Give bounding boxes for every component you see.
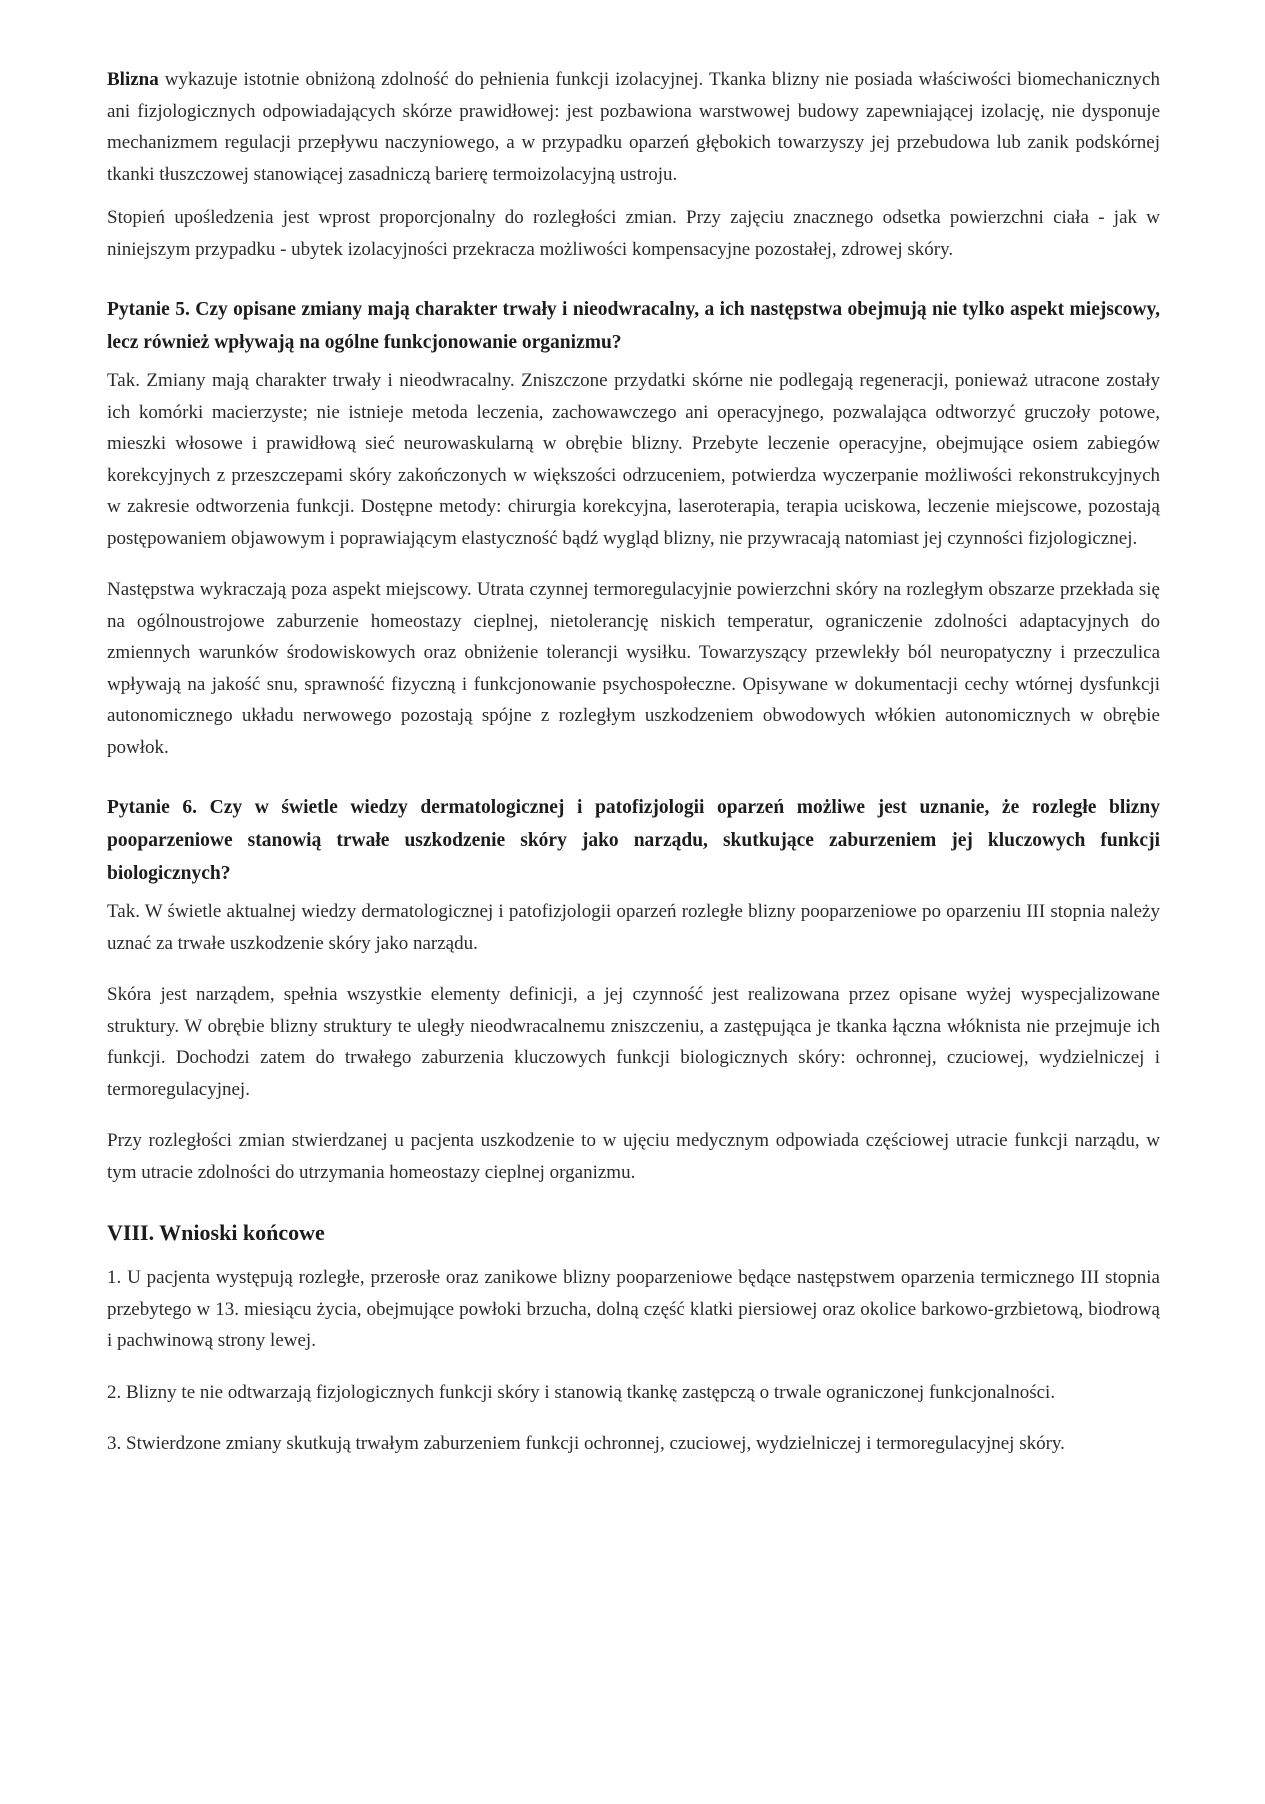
- conclusion-item-2: 2. Blizny te nie odtwarzają fizjologicznych funkcji skóry i stanowią tkankę zastępczą o trwale ograniczonej funkcjonalności.: [107, 1381, 1056, 1403]
- answer-6-paragraph-2: Skóra jest narządem, spełnia wszystkie elementy definicji, a jej czynność jest realizowana przez opisane wyżej wyspecjalizowane struktury. W obrębie blizny struktury te uległy nieodwracalnemu zniszczeniu, a zastępująca je tkanka łączna włóknista nie przejmuje ich funkcji. Dochodzi zatem do trwałego zaburzenia kluczowych funkcji biologicznych skóry: ochronnej, czuciowej, wydzielniczej i termoregulacyjnej.: [107, 984, 1160, 1100]
- answer-5-paragraph-2: Następstwa wykraczają poza aspekt miejscowy. Utrata czynnej termoregulacyjnie powierzchni skóry na rozległym obszarze przekłada się na ogólnoustrojowe zaburzenie homeostazy cieplnej, nietolerancję niskich temperatur, ograniczenie zdolności adaptacyjnych do zmiennych warunków środowiskowych oraz obniżenie tolerancji wysiłku. Towarzyszący przewlekły ból neuropatyczny i przeczulica wpływają na jakość snu, sprawność fizyczną i funkcjonowanie psychospołeczne. Opisywane w dokumentacji cechy wtórnej dysfunkcji autonomicznego układu nerwowego pozostają spójne z rozległym uszkodzeniem obwodowych włókien autonomicznych w obrębie powłok.: [107, 579, 1160, 758]
- answer-5-paragraph-1: Tak. Zmiany mają charakter trwały i nieodwracalny. Zniszczone przydatki skórne nie podlegają regeneracji, ponieważ utracone zostały ich komórki macierzyste; nie istnieje metoda leczenia, zachowawczego ani operacyjnego, pozwalająca odtworzyć gruczoły potowe, mieszki włosowe i prawidłową sieć neurowaskularną w obrębie blizny. Przebyte leczenie operacyjne, obejmujące osiem zabiegów korekcyjnych z przeszczepami skóry zakończonych w większości odrzuceniem, potwierdza wyczerpanie możliwości rekonstrukcyjnych w zakresie odtworzenia funkcji. Dostępne metody: chirurgia korekcyjna, laseroterapia, terapia uciskowa, leczenie miejscowe, pozostają postępowaniem objawowym i poprawiającym elastyczność bądź wygląd blizny, nie przywracają natomiast jej czynności fizjologicznej.: [107, 370, 1160, 549]
- paragraph-impairment-degree: Stopień upośledzenia jest wprost proporcjonalny do rozległości zmian. Przy zajęciu znacznego odsetka powierzchni ciała - jak w niniejszym przypadku - ubytek izolacyjności przekracza możliwości kompensacyjne pozostałej, zdrowej skóry.: [107, 207, 1160, 260]
- paragraph-lead-word: Blizna: [107, 69, 159, 90]
- paragraph-body: wykazuje istotnie obniżoną zdolność do pełnienia funkcji izolacyjnej. Tkanka blizny nie posiada właściwości biomechanicznych ani fizjologicznych odpowiadających skórze prawidłowej: jest pozbawiona warstwowej budowy zapewniającej izolację, nie dysponuje mechanizmem regulacji przepływu naczyniowego, a w przypadku oparzeń głębokich towarzyszy jej przebudowa lub zanik podskórnej tkanki tłuszczowej stanowiącej zasadniczą barierę termoizolacyjną ustroju.: [107, 69, 1160, 185]
- paragraph-scar-insulation: [107, 64, 1160, 190]
- answer-6-paragraph-1: Tak. W świetle aktualnej wiedzy dermatologicznej i patofizjologii oparzeń rozległe blizny pooparzeniowe po oparzeniu III stopnia należy uznać za trwałe uszkodzenie skóry jako narządu.: [107, 901, 1160, 954]
- section-heading: VIII. Wnioski końcowe: [107, 1220, 325, 1245]
- conclusion-item-1: 1. U pacjenta występują rozległe, przerosłe oraz zanikowe blizny pooparzeniowe będące następstwem oparzenia termicznego III stopnia przebytego w 13. miesiącu życia, obejmujące powłoki brzucha, dolną część klatki piersiowej oraz okolice barkowo-grzbietową, biodrową i pachwinową strony lewej.: [107, 1267, 1160, 1351]
- question-5-heading: Pytanie 5. Czy opisane zmiany mają charakter trwały i nieodwracalny, a ich następstwa obejmują nie tylko aspekt miejscowy, lecz również wpływają na ogólne funkcjonowanie organizmu?: [107, 299, 1160, 353]
- conclusion-item-3: 3. Stwierdzone zmiany skutkują trwałym zaburzeniem funkcji ochronnej, czuciowej, wydzielniczej i termoregulacyjnej skóry.: [107, 1433, 1065, 1454]
- answer-6-paragraph-3: Przy rozległości zmian stwierdzanej u pacjenta uszkodzenie to w ujęciu medycznym odpowiada częściowej utracie funkcji narządu, w tym utracie zdolności do utrzymania homeostazy cieplnej organizmu.: [107, 1130, 1160, 1183]
- question-6-heading: Pytanie 6. Czy w świetle wiedzy dermatologicznej i patofizjologii oparzeń możliwe jest uznanie, że rozległe blizny pooparzeniowe stanowią trwałe uszkodzenie skóry jako narządu, skutkujące zaburzeniem jej kluczowych funkcji biologicznych?: [107, 797, 1160, 884]
